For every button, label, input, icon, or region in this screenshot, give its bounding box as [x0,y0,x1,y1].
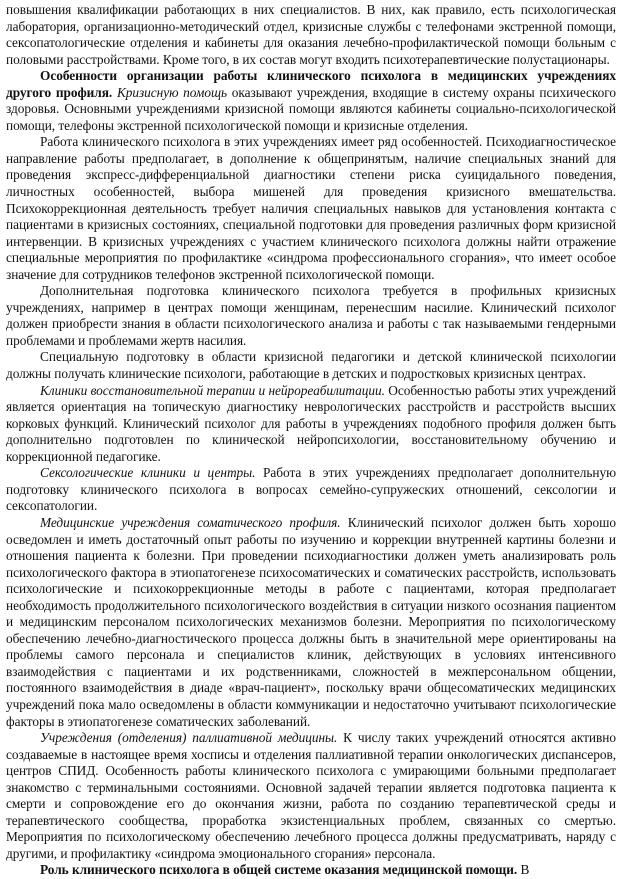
text-run: Работа в этих учреждениях предполагает дополнительную подготовку клинического психолога в вопросах семейно-супружеских отношений, сексологии и сексопатологии. [6,465,616,514]
bold-run: Роль клинического психолога в общей системе оказания медицинской помощи. [40,862,518,878]
text-run: Клинический психолог должен быть хорошо осведомлен и иметь достаточный опыт работы по изучению и коррекции внутренней картины болезни и отношения пациента к болезни. При проведении психодиагностики должен уметь анализировать роль психологического фактора в этиопатогенезе психосоматических и соматических расстройств, использовать психологические и психокоррекционные методы в работе с пациентами, которая предполагает необходимость продолжительного психологического воздействия в ситуации низкого осознания пациентом и медицинским персоналом психологических механизмов болезни. Мероприятия по психологическому обеспечению лечебно-диагностического процесса должны быть в значительной мере ориентированы на проблемы самого персонала и специалистов клиник, действующих в условиях интенсивного взаимодействия с пациентами и их родственниками, сложностей в межперсональном общении, постоянного взаимодействия в диаде «врач-пациент», поскольку врачи общесоматических медицинских учреждений пока мало осведомлены в области коммуникации и недостаточно учитывают психологические факторы в этиопатогенезе соматических заболеваний. [6,514,616,729]
text-run: Особенностью работы этих учреждений является ориентация на топическую диагностику неврологических расстройств и расстройств высших корковых функций. Клинический психолог для работы в учреждениях подобного профиля должен быть дополнительно подготовлен по клинической нейропсихологии, восстановительному обучению и коррекционной педагогике. [6,382,616,464]
text-run: Специальную подготовку в области кризисной педагогики и детской клинической психологии должны получать клинические психологи, работающие в детских и подростковых кризисных центрах. [6,349,616,382]
bold-run: Особенности организации работы клинического психолога в медицинских учреждениях другого профиля. [6,68,616,100]
italic-run: Сексологические клиники и центры. [40,465,256,481]
paragraph [6,730,616,862]
paragraph [6,862,616,879]
text-run: К числу таких учреждений относятся активно создаваемые в настоящее время хосписы и отделения паллиативной терапии онкологических диспансеров, центров СПИД. Особенность работы клинического психолога с умирающими больными предполагает знакомство с терминальными состояниями. Основной задачей терапии является подготовка пациента к смерти и сопровождение его до окончания жизни, работа по созданию терапевтической среды и терапевтического сообщества, проработка экзистенциальных проблем, связанных со смертью. Мероприятия по психологическому обеспечению лечебного процесса должны предусматривать, наряду с другими, и профилактику «синдрома эмоционального сгорания» персонала. [6,730,616,861]
paragraph-list [6,2,616,879]
paragraph [6,465,616,515]
italic-run: Клиники восстановительной терапии и нейрореабилитации. [40,382,385,398]
text-run: В [517,862,530,878]
text-run: Дополнительная подготовка клинического психолога требуется в профильных кризисных учреждениях, например в центрах помощи женщинам, перенесшим насилие. Клинический психолог должен приобрести знания в области психологического анализа и работы с так называемыми гендерными проблемами и проблемами жертв насилия. [6,283,616,348]
paragraph [6,283,616,349]
text-run: Работа клинического психолога в этих учреждениях имеет ряд особенностей. Психодиагностическое направление работы предполагает, в дополнение к общепринятым, наличие специальных знаний для проведения экспресс-дифференциальной диагностики степени риска суицидального поведения, личностных особенностей, выбора мишеней для проведения кризисного вмешательства. Психокоррекционная деятельность требует наличия специальных навыков для установления контакта с пациентами в кризисных состояниях, специальной подготовки для проведения различных форм кризисной интервенции. В кризисных учреждениях с участием клинического психолога должны найти отражение специальные мероприятия по профилактике «синдрома профессионального сгорания», что имеет особое значение для сотрудников телефонов экстренной психологической помощи. [6,134,616,282]
paragraph [6,2,616,68]
italic-run: Кризисную помощь [116,84,228,100]
paragraph [6,349,616,382]
paragraph [6,383,616,466]
text-run: повышения квалификации работающих в них специалистов. В них, как правило, есть психологическая лаборатория, организационно-методический отдел, кризисные службы с телефонами экстренной помощи, сексопатологические отделения и кабинеты для оказания лечебно-профилактической помощи больным с половыми расстройствами. Кроме того, в их состав могут входить психотерапевтические полустационары. [6,2,616,67]
italic-run: Учреждения (отделения) паллиативной медицины. [40,730,338,746]
italic-run: Медицинские учреждения соматического профиля. [40,514,341,530]
paragraph [6,68,616,134]
text-run: оказывают учреждения, входящие в систему охраны психического здоровья. Основными учреждениями кризисной помощи являются кабинеты социально-психологической помощи, телефоны экстренной психологической помощи и кризисные отделения. [6,84,616,133]
paragraph [6,134,616,283]
paragraph [6,515,616,730]
